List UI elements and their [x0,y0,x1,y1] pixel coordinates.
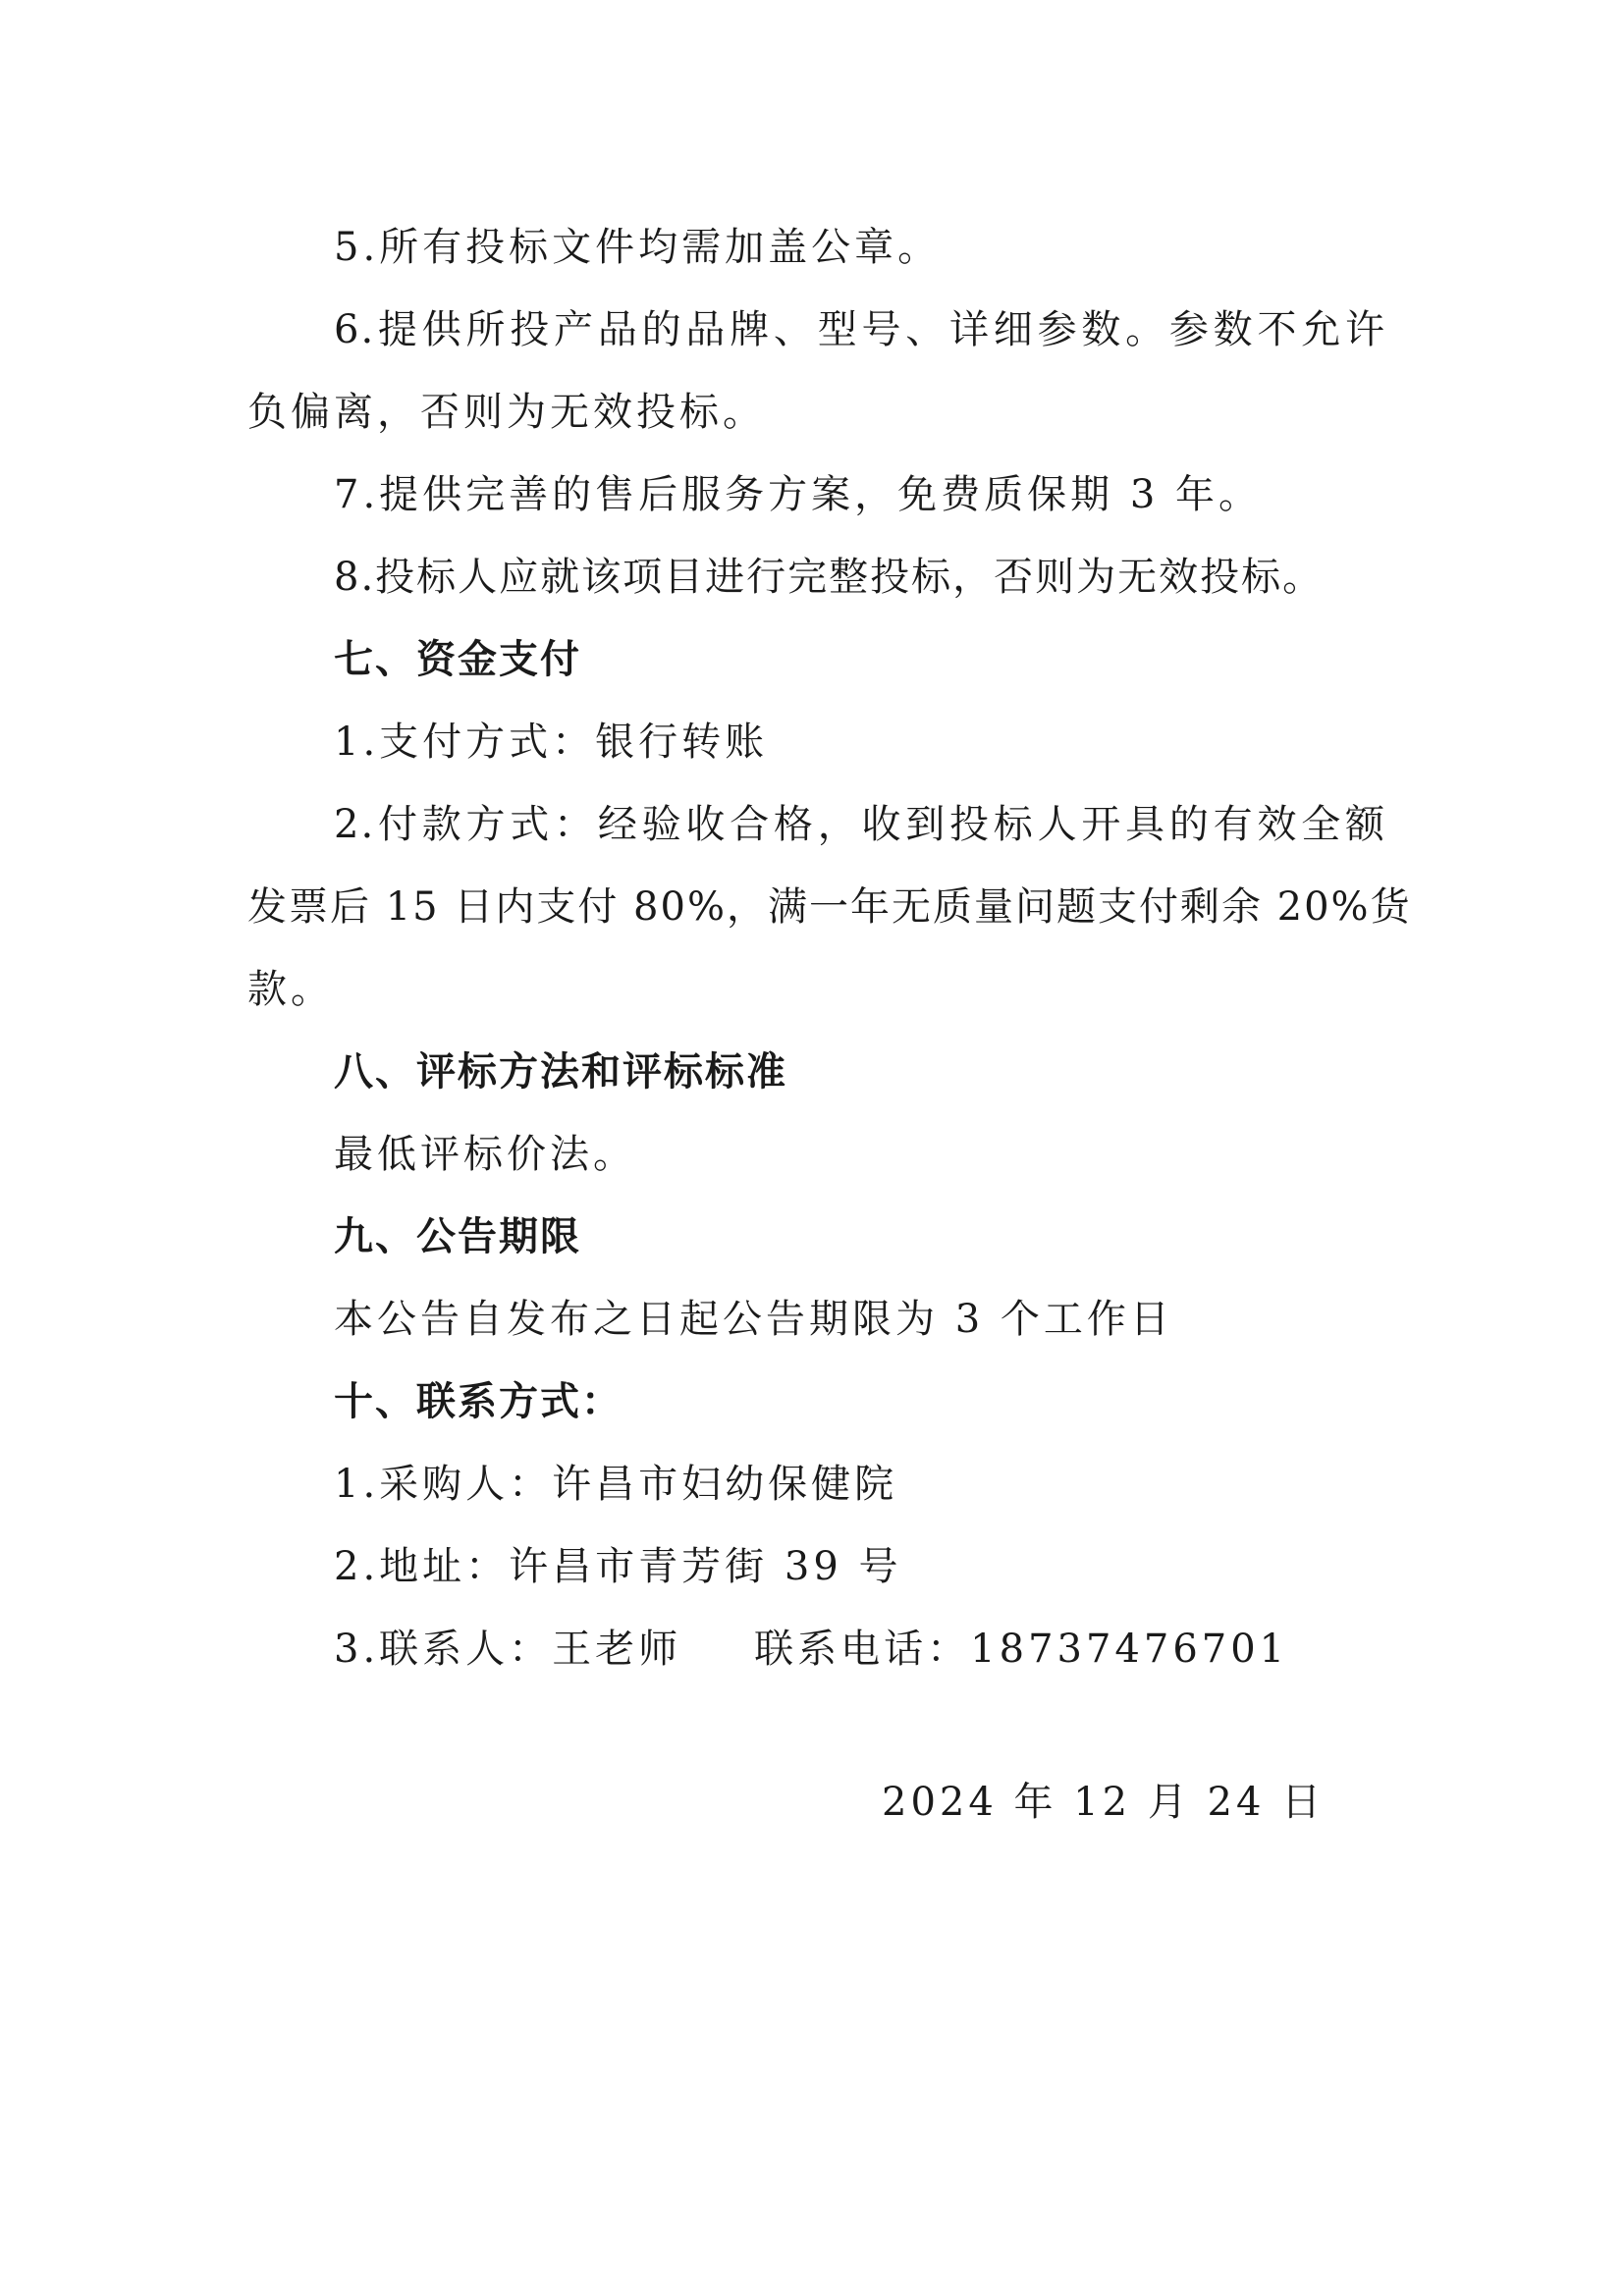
section-7-heading: 七、资金支付 [334,637,581,682]
payment-terms-line-3: 款。 [247,967,334,1012]
document-date: 2024 年 12 月 24 日 [882,1780,1326,1825]
section-10-heading: 十、联系方式： [334,1379,623,1424]
contact-person: 3.联系人：王老师 [334,1627,682,1672]
address: 2.地址：许昌市青芳街 39 号 [334,1544,902,1589]
section-9-body: 本公告自发布之日起公告期限为 3 个工作日 [334,1297,1173,1342]
payment-method: 1.支付方式：银行转账 [334,720,769,765]
payment-terms-line-1: 2.付款方式：经验收合格，收到投标人开具的有效全额 [334,802,1386,847]
section-8-body: 最低评标价法。 [334,1132,636,1177]
item-8: 8.投标人应就该项目进行完整投标，否则为无效投标。 [334,555,1325,600]
contact-line [334,1626,1288,1673]
item-6-line-2: 负偏离，否则为无效投标。 [247,390,766,435]
item-5: 5.所有投标文件均需加盖公章。 [334,225,942,270]
purchaser: 1.采购人：许昌市妇幼保健院 [334,1462,898,1507]
item-6-line-1: 6.提供所投产品的品牌、型号、详细参数。参数不允许 [334,307,1386,352]
item-7: 7.提供完善的售后服务方案，免费质保期 3 年。 [334,472,1263,517]
contact-phone: 联系电话：18737476701 [754,1627,1289,1672]
payment-terms-line-2: 发票后 15 日内支付 80%，满一年无质量问题支付剩余 20%货 [247,884,1412,930]
section-9-heading: 九、公告期限 [334,1214,581,1259]
section-8-heading: 八、评标方法和评标标准 [334,1049,787,1095]
